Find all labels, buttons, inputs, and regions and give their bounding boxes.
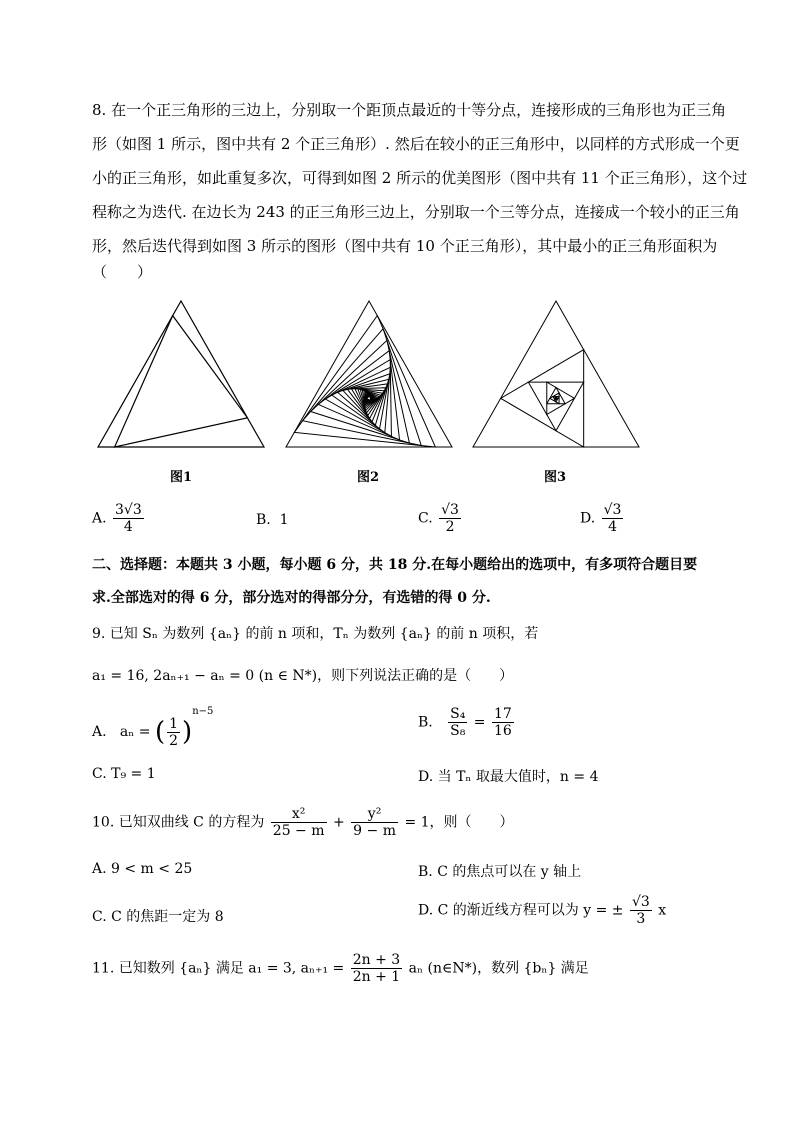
q8-line-5: 形，然后迭代得到如图 3 所示的图形（图中共有 10 个正三角形），其中最小的正三角形面积为 (92, 237, 718, 255)
iterated-triangle (473, 301, 639, 447)
q8-line-3: 小的正三角形，如此重复多次，可得到如图 2 所示的优美图形（图中共有 11 个正三角形），这个过 (92, 169, 748, 187)
q10-option-b: B. C 的焦点可以在 y 轴上 (418, 864, 582, 880)
q10-option-a: A. 9 < m < 25 (92, 861, 193, 877)
iterated-triangle (286, 301, 452, 447)
q8-option-c: C. $\frac{√3}{2}$ (418, 502, 459, 535)
q8-line-6: （ ） (92, 263, 153, 281)
iterated-triangle (555, 398, 556, 399)
q9-line-1: 9. 已知 Sₙ 为数列 {aₙ} 的前 n 项和，Tₙ 为数列 {aₙ} 的前 n 项积，若 (92, 626, 539, 642)
section-2-line-1: 二、选择题：本题共 3 小题，每小题 6 分，共 18 分.在每小题给出的选项中，有多项符合题目要 (92, 557, 698, 573)
q8-option-b: B. 1 (256, 512, 289, 528)
q10-option-c: C. C 的焦距一定为 8 (92, 909, 224, 925)
figure-3-caption: 图3 (544, 470, 567, 485)
q11-stem: 11. 已知数列 {aₙ} 满足 a₁ = 3, aₙ₊₁ = $\frac{2n + 3}{2n + 1}$ aₙ (n∈N*)，数列 {bₙ} 满足 (92, 952, 589, 985)
q8-option-d: D. $\frac{√3}{4}$ (580, 502, 622, 535)
figure-2-caption: 图2 (357, 470, 380, 485)
q10-option-d: D. C 的渐近线方程可以为 y = ± $\frac{√3}{3}$ x (418, 894, 667, 927)
q8-line-4: 程称之为迭代. 在边长为 243 的正三角形三边上，分别取一个三等分点，连接成一个较小的正三角 (92, 203, 740, 221)
q8-option-a: A. $\frac{3√3}{4}$ (92, 502, 142, 535)
q9-option-a: A. aₙ = ( $\frac{1}{2}$ )$^{n-5}$ (92, 706, 214, 749)
figure-1 (96, 298, 266, 450)
q10-stem: 10. 已知双曲线 C 的方程为 $\frac{\text{x²}}{25 - m}$ + $\frac{\text{y²}}{9 - m}$ = 1，则（ ） (92, 806, 514, 839)
iterated-triangle (547, 382, 575, 414)
section-2-line-2: 求.全部选对的得 6 分，部分选对的得部分分，有选错的得 0 分. (92, 590, 491, 606)
q9-option-d: D. 当 Tₙ 取最大值时，n = 4 (418, 769, 599, 785)
q8-line-1: 8. 在一个正三角形的三边上，分别取一个距顶点最近的十等分点，连接形成的三角形也为正三角 (92, 101, 727, 119)
q8-line-2: 形（如图 1 所示，图中共有 2 个正三角形）. 然后在较小的正三角形中，以同样的方式形成一个更 (92, 135, 740, 153)
figure-1-caption: 图1 (170, 470, 193, 485)
q9-option-c: C. T₉ = 1 (92, 766, 156, 782)
figure-2 (284, 298, 454, 450)
q9-line-2: a₁ = 16, 2aₙ₊₁ − aₙ = 0 (n ∈ N*)，则下列说法正确的是（ ） (92, 668, 514, 684)
q9-option-b: B. $\frac{\text{S₄}}{\text{S₈}}$ = $\frac{17}{16}$ (418, 706, 512, 739)
figure-3 (471, 298, 641, 450)
iterated-triangle (528, 382, 583, 431)
iterated-triangle (501, 350, 584, 447)
